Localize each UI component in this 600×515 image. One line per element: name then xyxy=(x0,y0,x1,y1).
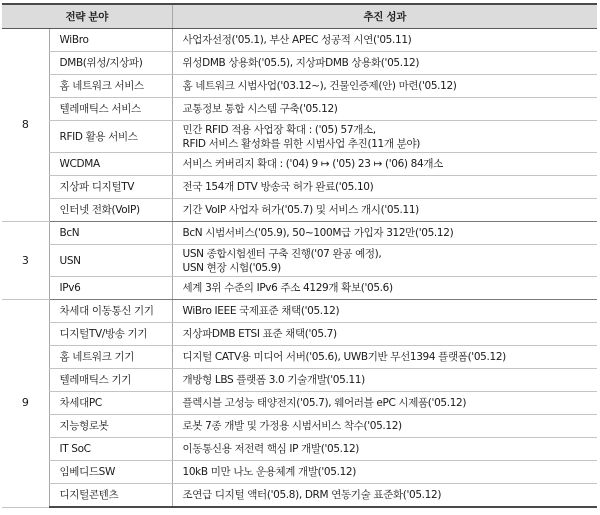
result-cell xyxy=(172,153,597,176)
table-row xyxy=(2,277,597,300)
result-line: USN 종합시험센터 구축 진행('07 완공 예정), xyxy=(182,247,382,260)
header-area: 전략 분야 xyxy=(2,4,172,29)
table-row xyxy=(2,484,597,508)
table-row xyxy=(2,176,597,199)
table-row xyxy=(2,153,597,176)
table-row xyxy=(2,121,597,153)
result-line: 기간 VoIP 사업자 허가('05.7) 및 서비스 개시('05.11) xyxy=(182,204,419,216)
result-cell xyxy=(172,392,597,415)
strategy-area-cell: 차세대 이동통신 기기 xyxy=(49,300,172,323)
strategy-area-cell: 차세대PC xyxy=(49,392,172,415)
strategy-area-cell: 디지털TV/방송 기기 xyxy=(49,323,172,346)
table-row xyxy=(2,461,597,484)
table-row xyxy=(2,75,597,98)
table-row xyxy=(2,323,597,346)
result-line: 조연급 디지털 액터('05.8), DRM 연동기술 표준화('05.12) xyxy=(182,489,442,501)
strategy-area-cell: 디지털콘텐츠 xyxy=(49,484,172,508)
table-row xyxy=(2,245,597,277)
result-cell xyxy=(172,415,597,438)
result-line: WiBro IEEE 국제표준 채택('05.12) xyxy=(182,305,340,317)
result-line: 이동통신용 저전력 핵심 IP 개발('05.12) xyxy=(182,443,360,455)
table-row xyxy=(2,415,597,438)
result-line: 홈 네트워크 시범사업('03.12~), 건물인증제(안) 마련('05.12) xyxy=(182,80,457,92)
table-row xyxy=(2,369,597,392)
strategy-area-cell: WCDMA xyxy=(49,153,172,176)
strategy-area-cell: 지상파 디지털TV xyxy=(49,176,172,199)
strategy-area-cell: 텔레매틱스 기기 xyxy=(49,369,172,392)
table-row xyxy=(2,199,597,222)
strategy-area-cell: 인터넷 전화(VoIP) xyxy=(49,199,172,222)
result-cell xyxy=(172,300,597,323)
result-line: 플렉시블 고성능 태양전지('05.7), 웨어러블 ePC 시제품('05.12) xyxy=(182,397,467,409)
strategy-area-cell: USN xyxy=(49,245,172,277)
result-cell xyxy=(172,461,597,484)
result-line: 사업자선정('05.1), 부산 APEC 성공적 시연('05.11) xyxy=(182,34,412,46)
result-line: 교통정보 통합 시스템 구축('05.12) xyxy=(182,103,338,115)
strategy-area-cell: DMB(위성/지상파) xyxy=(49,52,172,75)
result-line: 10kB 미만 나노 운용체계 개발('05.12) xyxy=(182,466,356,478)
result-line: 지상파DMB ETSI 표준 채택('05.7) xyxy=(182,328,337,340)
result-cell xyxy=(172,369,597,392)
result-cell xyxy=(172,75,597,98)
result-line: 민간 RFID 적용 사업장 확대 : ('05) 57개소, xyxy=(182,123,376,136)
table-row xyxy=(2,346,597,369)
result-cell xyxy=(172,29,597,52)
result-cell xyxy=(172,346,597,369)
result-line: 위성DMB 상용화('05.5), 지상파DMB 상용화('05.12) xyxy=(182,57,420,69)
result-cell xyxy=(172,176,597,199)
result-cell xyxy=(172,222,597,245)
table-row xyxy=(2,438,597,461)
table-row xyxy=(2,52,597,75)
strategy-area-cell: IPv6 xyxy=(49,277,172,300)
strategy-area-cell: WiBro xyxy=(49,29,172,52)
strategy-results-table xyxy=(2,3,597,508)
result-cell xyxy=(172,121,597,153)
table-body xyxy=(2,29,597,508)
strategy-area-cell: BcN xyxy=(49,222,172,245)
result-line: 디지털 CATV용 미디어 서버('05.6), UWB기반 무선1394 플랫폼('05.12) xyxy=(182,351,506,363)
strategy-area-cell: 홈 네트워크 기기 xyxy=(49,346,172,369)
strategy-area-cell: RFID 활용 서비스 xyxy=(49,121,172,153)
result-line: 세계 3위 수준의 IPv6 주소 4129개 확보('05.6) xyxy=(182,282,393,294)
table-row xyxy=(2,392,597,415)
header-result: 추진 성과 xyxy=(172,4,597,29)
group-count: 9 xyxy=(2,300,49,508)
strategy-area-cell: IT SoC xyxy=(49,438,172,461)
strategy-area-cell: 텔레매틱스 서비스 xyxy=(49,98,172,121)
table-row xyxy=(2,29,597,52)
table-row xyxy=(2,300,597,323)
result-line: 전국 154개 DTV 방송국 허가 완료('05.10) xyxy=(182,181,374,193)
result-line: BcN 시범서비스('05.9), 50~100M급 가입자 312만('05.12) xyxy=(182,227,454,239)
result-cell xyxy=(172,52,597,75)
result-line: USN 현장 시험('05.9) xyxy=(182,261,281,274)
result-cell xyxy=(172,484,597,508)
result-line: 서비스 커버리지 확대 : ('04) 9 ↦ ('05) 23 ↦ ('06) 84개소 xyxy=(182,158,443,170)
result-line: RFID 서비스 활성화를 위한 시범사업 추진(11개 분야) xyxy=(182,137,420,150)
strategy-area-cell: 임베디드SW xyxy=(49,461,172,484)
result-cell xyxy=(172,438,597,461)
result-cell xyxy=(172,245,597,277)
result-line: 개방형 LBS 플랫폼 3.0 기술개발('05.11) xyxy=(182,374,365,386)
result-cell xyxy=(172,199,597,222)
group-count: 8 xyxy=(2,29,49,222)
result-cell xyxy=(172,98,597,121)
strategy-area-cell: 홈 네트워크 서비스 xyxy=(49,75,172,98)
result-cell xyxy=(172,323,597,346)
result-cell xyxy=(172,277,597,300)
table-row xyxy=(2,98,597,121)
table-row xyxy=(2,222,597,245)
strategy-area-cell: 지능형로봇 xyxy=(49,415,172,438)
result-line: 로봇 7종 개발 및 가정용 시범서비스 착수('05.12) xyxy=(182,420,402,432)
group-count: 3 xyxy=(2,222,49,300)
table-header-row xyxy=(2,4,597,29)
